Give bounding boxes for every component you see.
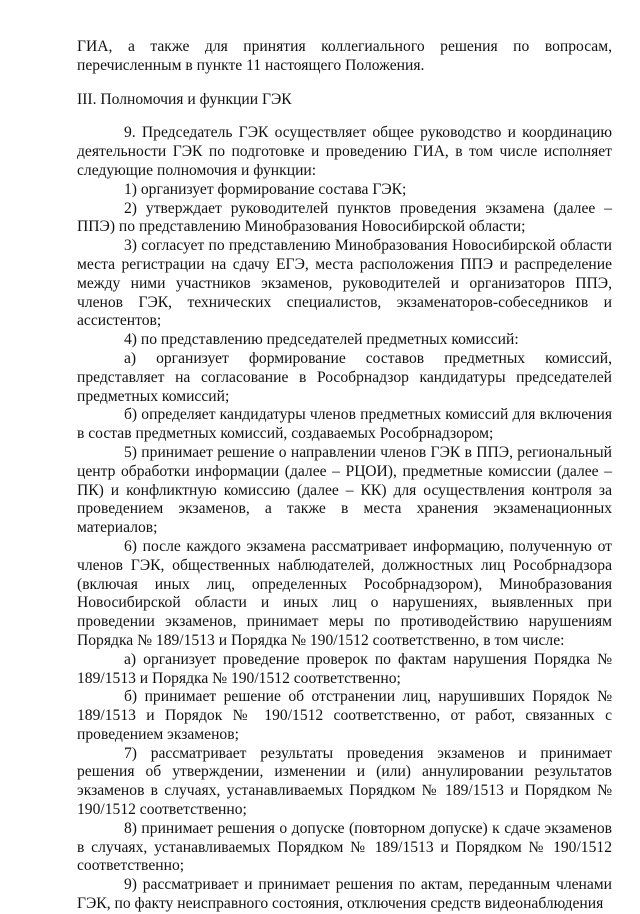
list-item-2: 2) утверждает руководителей пунктов проведения экзамена (далее – ППЭ) по представлению Минобразования Новосибирской области; <box>77 199 612 236</box>
section-heading: III. Полномочия и функции ГЭК <box>77 90 292 108</box>
list-item-1: 1) организует формирование состава ГЭК; <box>124 180 407 198</box>
list-item-8: 8) принимает решения о допуске (повторном допуске) к сдаче экзаменов в случаях, устанавливаемых Порядком № 189/1513 и Порядком № 190/1512 соответственно; <box>77 819 612 875</box>
list-item-4: 4) по представлению председателей предметных комиссий: <box>124 331 519 349</box>
paragraph-9: 9. Председатель ГЭК осуществляет общее руководство и координацию деятельности ГЭК по подготовке и проведению ГИА, в том числе исполняет следующие полномочия и функции: <box>77 124 612 179</box>
list-item-4b: б) определяет кандидатуры членов предметных комиссий для включения в состав предметных комиссий, создаваемых Рособрнадзором; <box>77 406 612 443</box>
list-item-6a: а) организует проведение проверок по фактам нарушения Порядка № 189/1513 и Порядка № 190/1512 соответственно; <box>77 650 612 687</box>
list-item-6b: б) принимает решение об отстранении лиц, нарушивших Порядок № 189/1513 и Порядок № 190/1512 соответственно, от работ, связанных с проведением экзаменов; <box>77 688 612 743</box>
list-item-5: 5) принимает решение о направлении членов ГЭК в ППЭ, региональный центр обработки информации (далее – РЦОИ), предметные комиссии (далее – ПК) и конфликтную комиссию (далее – КК) для осуществления контроля за проведением экзаменов, а также в места хранения экзаменационных материалов; <box>77 443 612 537</box>
list-item-6: 6) после каждого экзамена рассматривает информацию, полученную от членов ГЭК, общественных наблюдателей, должностных лиц Рособрнадзора (включая иных лиц, определенных Рособрнадзором), Минобразования Новосибирской области и иных лиц о нарушениях, выявленных при проведении экзаменов, принимает меры по противодействию нарушениям Порядка № 189/1513 и Порядка № 190/1512 соответственно, в том числе: <box>77 537 612 649</box>
list-item-9: 9) рассматривает и принимает решения по актам, переданным членами ГЭК, по факту неисправного состояния, отключения средств видеонаблюдения <box>77 876 612 913</box>
list-item-4a: а) организует формирование составов предметных комиссий, представляет на согласование в Рособрнадзор кандидатуры председателей предметных комиссий; <box>77 349 612 405</box>
list-item-3: 3) согласует по представлению Минобразования Новосибирской области места регистрации на сдачу ЕГЭ, места расположения ППЭ и распределение между ними участников экзаменов, руководителей и организаторов ППЭ, членов ГЭК, технических специалистов, экзаменаторов-собеседников и ассистентов; <box>77 237 612 330</box>
paragraph-continuation: ГИА, а также для принятия коллегиального решения по вопросам, перечисленным в пункте 11 настоящего Положения. <box>77 38 612 74</box>
list-item-7: 7) рассматривает результаты проведения экзаменов и принимает решения об утверждении, изменении и (или) аннулировании результатов экзаменов в случаях, устанавливаемых Порядком № 189/1513 и Порядком № 190/1512 соответственно; <box>77 744 612 819</box>
